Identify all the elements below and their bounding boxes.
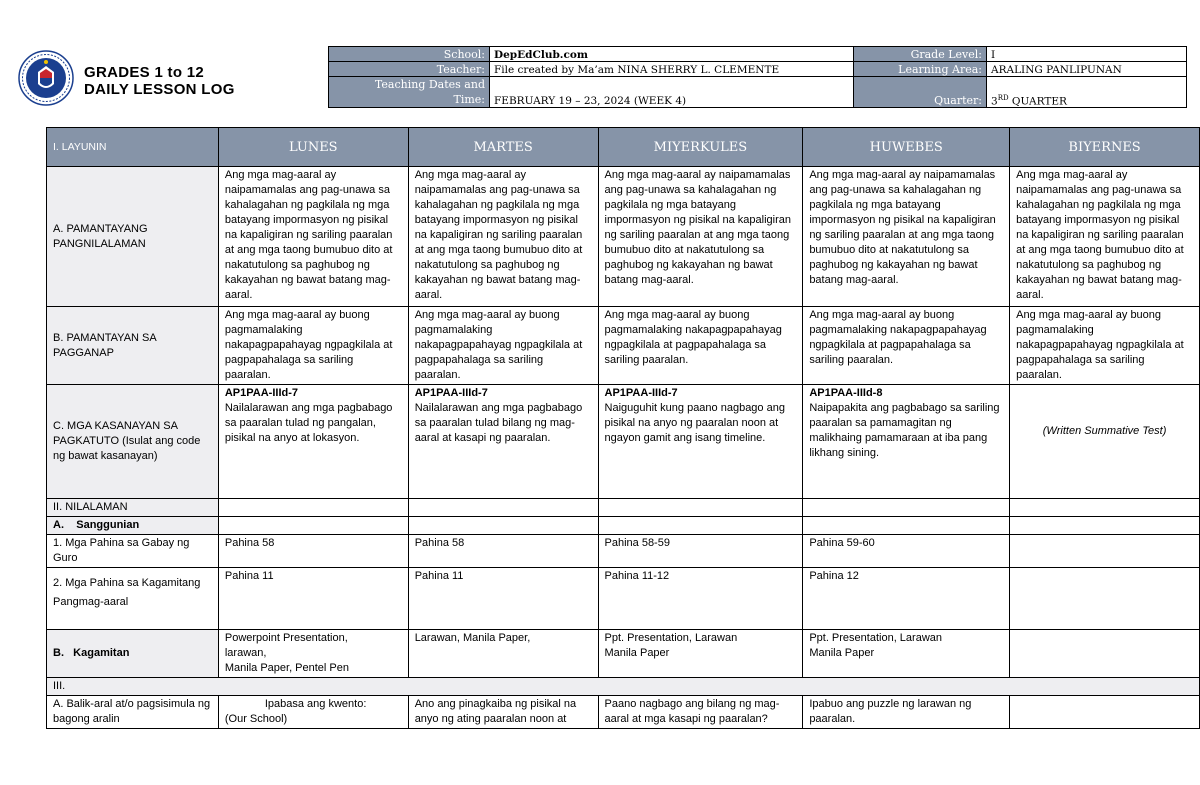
quarter-value	[987, 77, 1187, 108]
cell-lunes: Ang mga mag-aaral ay buong pagmamalaking nakapagpapahayag ngpagkilala at pagpapahalaga sa sariling paaralan.	[218, 307, 408, 385]
row-label: A. PAMANTAYANG PANGNILALAMAN	[47, 167, 219, 307]
cell-martes: Ang mga mag-aaral ay buong pagmamalaking nakapagpapahayag ngpagkilala at pagpapahalaga sa sariling paaralan.	[408, 307, 598, 385]
cell-lunes: Ang mga mag-aaral ay naipamamalas ang pag-unawa sa kahalagahan ng pagkilala ng mga batayang impormasyon ng pisikal na kapaligiran ng sariling paaralan at ang mga taong bumubuo dito at nakatutulong sa paghubog ng kakayahan ng bawat batang mag-aaral.	[218, 167, 408, 307]
competency-text: Naiguguhit kung paano nagbago ang pisikal na anyo ng paaralan noon at ngayon gamit ang isang timeline.	[604, 402, 785, 444]
row-pamantayan-sa-pagganap	[47, 307, 1200, 385]
cell-martes: Ano ang pinagkaiba ng pisikal na anyo ng ating paaralan noon at	[408, 696, 598, 729]
cell-martes	[408, 499, 598, 517]
cell-miyerkules: Ang mga mag-aaral ay buong pagmamalaking nakapagpapahayag ngpagkilala at pagpapahalaga sa sariling paaralan.	[598, 307, 803, 385]
quarter-label: Quarter:	[854, 77, 987, 108]
cell-miyerkules: Pahina 58-59	[598, 535, 803, 568]
row-label: A. Balik-aral at/o pagsisimula ng bagong aralin	[47, 696, 219, 729]
cell-martes	[408, 385, 598, 499]
learning-area-value: ARALING PANLIPUNAN	[987, 62, 1187, 77]
row-label: II. NILALAMAN	[47, 499, 219, 517]
row-sanggunian	[47, 517, 1200, 535]
material-line: Manila Paper, Pentel Pen	[224, 662, 349, 674]
material-line: Powerpoint Presentation,	[224, 632, 348, 644]
grade-level-label: Grade Level:	[854, 47, 987, 62]
competency-text: Naipapakita ang pagbabago sa sariling paaralan sa pamamagitan ng malikhaing pamamaraan at iba pang likhang sining.	[809, 402, 1000, 459]
cell-lunes	[218, 385, 408, 499]
cell-biyernes	[1010, 696, 1200, 729]
school-value: DepEdClub.com	[490, 47, 854, 62]
row-pamantayang-pangnilalaman	[47, 167, 1200, 307]
grade-level-value: I	[987, 47, 1187, 62]
cell-lunes	[218, 517, 408, 535]
cell-miyerkules: Pahina 11-12	[598, 568, 803, 630]
learning-area-label: Learning Area:	[854, 62, 987, 77]
deped-seal-logo	[18, 50, 74, 106]
cell-biyernes: Ang mga mag-aaral ay buong pagmamalaking nakapagpapahayag ngpagkilala at pagpapahalaga sa sariling paaralan.	[1010, 307, 1200, 385]
row-kagamitan	[47, 630, 1200, 678]
header-miyerkules: MIYERKULES	[598, 128, 803, 167]
row-label	[47, 385, 219, 499]
row-label	[47, 630, 219, 678]
title-line-1: GRADES 1 to 12	[84, 64, 205, 81]
row-label: III.	[47, 678, 1200, 696]
cell-huwebes	[803, 630, 1010, 678]
cell-miyerkules	[598, 385, 803, 499]
header-layunin: I. LAYUNIN	[47, 128, 219, 167]
cell-biyernes: Ang mga mag-aaral ay naipamamalas ang pag-unawa sa kahalagahan ng pagkilala ng mga batayang impormasyon ng pisikal na kapaligiran ng sariling paaralan at ang mga taong bumubuo dito at nakatutulong sa paghubog ng kakayahan ng bawat batang mag-aaral.	[1010, 167, 1200, 307]
written-summative-test: (Written Summative Test)	[1042, 425, 1167, 437]
row-label-letter: A.	[53, 519, 64, 531]
cell-martes: Pahina 11	[408, 568, 598, 630]
cell-huwebes: Pahina 12	[803, 568, 1010, 630]
cell-biyernes	[1010, 499, 1200, 517]
balik-line-2: (Our School)	[224, 713, 288, 725]
row-mga-kasanayan	[47, 385, 1200, 499]
material-line: Ppt. Presentation, Larawan	[809, 632, 943, 644]
row-balik-aral	[47, 696, 1200, 729]
competency-code: AP1PAA-IIId-8	[809, 387, 883, 399]
header-row	[47, 128, 1200, 167]
competency-code: AP1PAA-IIId-7	[604, 387, 678, 399]
cell-biyernes	[1010, 630, 1200, 678]
cell-huwebes	[803, 385, 1010, 499]
row-label-note: (Isulat ang code ng bawat kasanayan)	[53, 435, 201, 462]
competency-code: AP1PAA-IIId-7	[414, 387, 488, 399]
cell-miyerkules: Paano nagbago ang bilang ng mag-aaral at mga kasapi ng paaralan?	[598, 696, 803, 729]
row-iii	[47, 678, 1200, 696]
cell-martes	[408, 517, 598, 535]
cell-martes: Larawan, Manila Paper,	[408, 630, 598, 678]
document-title	[84, 64, 235, 98]
row-label-main: C. MGA KASANAYAN SA PAGKATUTO	[53, 420, 178, 447]
cell-miyerkules	[598, 499, 803, 517]
school-label: School:	[329, 47, 490, 62]
cell-biyernes	[1010, 535, 1200, 568]
cell-biyernes	[1010, 568, 1200, 630]
competency-code: AP1PAA-IIId-7	[224, 387, 298, 399]
teacher-label: Teacher:	[329, 62, 490, 77]
header-martes: MARTES	[408, 128, 598, 167]
teacher-value: File created by Ma’am NINA SHERRY L. CLEMENTE	[490, 62, 854, 77]
teaching-dates-label-line-1: Teaching Dates and	[374, 78, 485, 91]
row-label: B. PAMANTAYAN SA PAGGANAP	[47, 307, 219, 385]
row-kagamitang-pangmag-aaral	[47, 568, 1200, 630]
cell-huwebes: Ang mga mag-aaral ay naipamamalas ang pag-unawa sa kahalagahan ng pagkilala ng mga batayang impormasyon ng pisikal na kapaligiran ng sariling paaralan at ang mga taong bumubuo dito at nakatutulong sa paghubog ng kakayahan ng bawat batang mag-aaral.	[803, 167, 1010, 307]
cell-lunes	[218, 499, 408, 517]
teaching-dates-label-line-2: Time:	[453, 93, 485, 106]
row-label-text: Sanggunian	[76, 519, 140, 531]
header-biyernes: BIYERNES	[1010, 128, 1200, 167]
cell-miyerkules	[598, 517, 803, 535]
cell-biyernes	[1010, 385, 1200, 499]
material-line: larawan,	[224, 647, 267, 659]
quarter-ordinal: RD	[997, 93, 1009, 102]
row-label: 2. Mga Pahina sa Kagamitang Pangmag-aaral	[47, 568, 219, 630]
cell-martes: Pahina 58	[408, 535, 598, 568]
cell-huwebes: Pahina 59-60	[803, 535, 1010, 568]
row-label: 1. Mga Pahina sa Gabay ng Guro	[47, 535, 219, 568]
cell-miyerkules	[598, 630, 803, 678]
row-nilalaman	[47, 499, 1200, 517]
competency-text: Nailalarawan ang mga pagbabago sa paaralan tulad bilang ng mag-aaral at kasapi ng paaralan.	[414, 402, 583, 444]
balik-line-1: Ipabasa ang kwento:	[264, 698, 367, 710]
title-line-2: DAILY LESSON LOG	[84, 81, 235, 98]
cell-biyernes	[1010, 517, 1200, 535]
cell-lunes	[218, 696, 408, 729]
cell-lunes: Pahina 58	[218, 535, 408, 568]
quarter-number: 3	[991, 95, 998, 107]
cell-lunes	[218, 630, 408, 678]
header-huwebes: HUWEBES	[803, 128, 1010, 167]
cell-huwebes	[803, 499, 1010, 517]
cell-huwebes	[803, 517, 1010, 535]
cell-huwebes: Ipabuo ang puzzle ng larawan ng paaralan.	[803, 696, 1010, 729]
cell-martes: Ang mga mag-aaral ay naipamamalas ang pag-unawa sa kahalagahan ng pagkilala ng mga batayang impormasyon ng pisikal na kapaligiran ng sariling paaralan at ang mga taong bumubuo dito at nakatutulong sa paghubog ng kakayahan ng bawat batang mag-aaral.	[408, 167, 598, 307]
quarter-word: QUARTER	[1008, 95, 1067, 107]
material-line: Manila Paper	[604, 647, 670, 659]
material-line: Ppt. Presentation, Larawan	[604, 632, 738, 644]
row-label-text: Kagamitan	[73, 647, 130, 659]
cell-lunes: Pahina 11	[218, 568, 408, 630]
material-line: Manila Paper	[809, 647, 875, 659]
cell-miyerkules: Ang mga mag-aaral ay naipamamalas ang pag-unawa sa kahalagahan ng pagkilala ng mga batayang impormasyon ng pisikal na kapaligiran ng sariling paaralan at ang mga taong bumubuo dito at nakatutulong sa paghubog ng kakayahan ng bawat batang mag-aaral.	[598, 167, 803, 307]
competency-text: Nailalarawan ang mga pagbabago sa paaralan tulad ng pangalan, pisikal na anyo at lokasyon.	[224, 402, 393, 444]
teaching-dates-label	[329, 77, 490, 108]
header-lunes: LUNES	[218, 128, 408, 167]
row-label	[47, 517, 219, 535]
daily-lesson-log-table	[46, 127, 1200, 729]
teaching-dates-value: FEBRUARY 19 – 23, 2024 (WEEK 4)	[490, 77, 854, 108]
cell-huwebes: Ang mga mag-aaral ay buong pagmamalaking nakapagpapahayag ngpagkilala at pagpapahalaga sa sariling paaralan.	[803, 307, 1010, 385]
row-label-letter: B.	[53, 647, 64, 659]
row-gabay-ng-guro	[47, 535, 1200, 568]
header-info-table	[328, 46, 1187, 108]
